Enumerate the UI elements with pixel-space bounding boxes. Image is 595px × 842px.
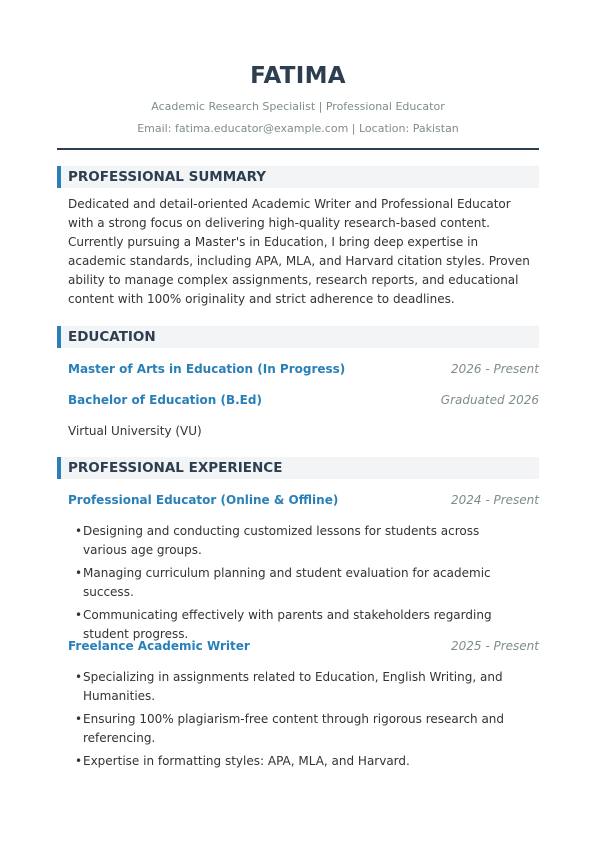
job-bullet-list xyxy=(75,522,525,648)
education-entry xyxy=(68,392,539,408)
list-item-text: Managing curriculum planning and student evaluation for academic success. xyxy=(83,566,491,599)
education-entry xyxy=(68,361,539,377)
bullet-icon: • xyxy=(75,608,83,622)
list-item-text: Communicating effectively with parents and stakeholders regarding student progress. xyxy=(83,608,492,641)
candidate-name: FATIMA xyxy=(250,63,346,89)
list-item xyxy=(75,522,525,560)
job-entry-header xyxy=(68,492,539,508)
job-title: Freelance Academic Writer xyxy=(68,639,250,653)
job-date: 2025 - Present xyxy=(451,639,539,653)
list-item-text: Ensuring 100% plagiarism-free content through rigorous research and referencing. xyxy=(83,712,505,745)
candidate-subtitle: Academic Research Specialist | Professional Educator xyxy=(151,100,445,113)
section-heading-summary: PROFESSIONAL SUMMARY xyxy=(57,166,539,188)
header-divider xyxy=(57,148,539,150)
summary-text: Dedicated and detail-oriented Academic Writer and Professional Educator with a strong focus on delivering high-quality research-based content. Currently pursuing a Master's in Education, I bring deep expertise in academic standards, including APA, MLA, and Harvard citation styles. Proven ability to manage complex assignments, research reports, and educational content with 100% originality and strict adherence to deadlines. xyxy=(68,197,530,306)
list-item xyxy=(75,668,525,706)
degree-date: 2026 - Present xyxy=(451,362,539,376)
job-entry-header xyxy=(68,638,539,654)
job-date: 2024 - Present xyxy=(451,493,539,507)
job-title: Professional Educator (Online & Offline) xyxy=(68,493,339,507)
institution-name: Virtual University (VU) xyxy=(68,424,202,438)
degree-date: Graduated 2026 xyxy=(440,393,539,407)
list-item-text: Designing and conducting customized lessons for students across various age groups. xyxy=(83,524,480,557)
list-item xyxy=(75,752,525,771)
list-item-text: Expertise in formatting styles: APA, MLA, and Harvard. xyxy=(83,754,410,768)
job-bullet-list xyxy=(75,668,525,775)
degree-title: Master of Arts in Education (In Progress) xyxy=(68,362,346,376)
bullet-icon: • xyxy=(75,670,83,684)
bullet-icon: • xyxy=(75,566,83,580)
section-heading-experience: PROFESSIONAL EXPERIENCE xyxy=(57,457,539,479)
bullet-icon: • xyxy=(75,524,83,538)
bullet-icon: • xyxy=(75,712,83,726)
contact-line: Email: fatima.educator@example.com | Location: Pakistan xyxy=(137,122,459,135)
list-item-text: Specializing in assignments related to Education, English Writing, and Humanities. xyxy=(83,670,503,703)
section-heading-education: EDUCATION xyxy=(57,326,539,348)
degree-title: Bachelor of Education (B.Ed) xyxy=(68,393,262,407)
list-item xyxy=(75,564,525,602)
bullet-icon: • xyxy=(75,754,83,768)
list-item xyxy=(75,710,525,748)
